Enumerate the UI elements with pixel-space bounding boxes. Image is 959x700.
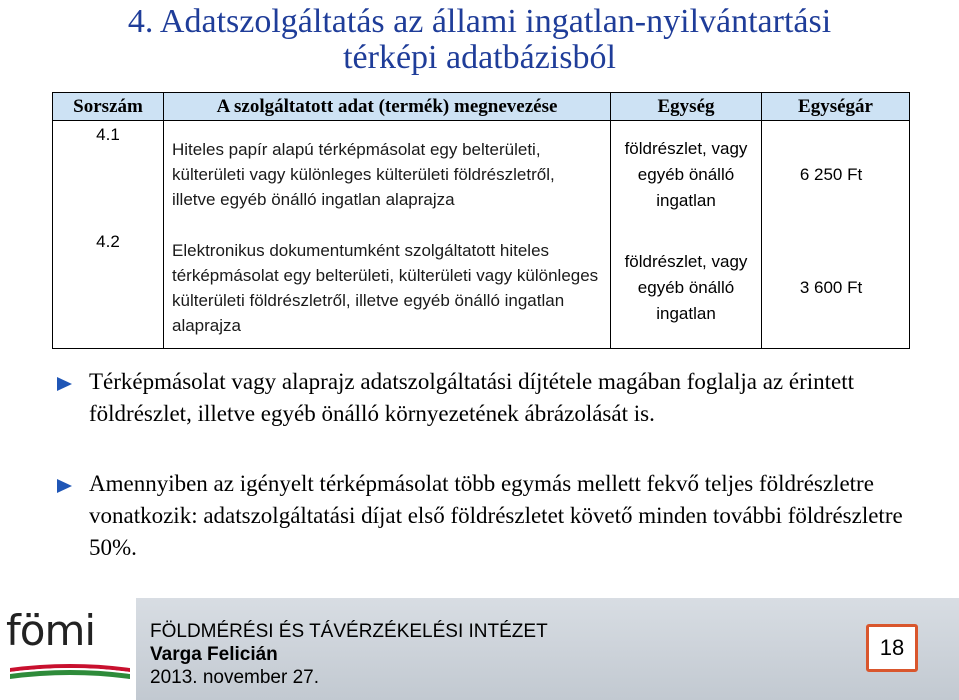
col-header-price: Egységár <box>762 93 910 121</box>
row-price: 6 250 Ft <box>762 121 910 229</box>
triangle-bullet-icon <box>57 377 72 391</box>
row-name: Elektronikus dokumentumként szolgáltatott hiteles térképmásolat egy belterületi, külterületi vagy különleges külterületi földrészletről, illetve egyéb önálló ingatlan alaprajza <box>164 228 611 349</box>
page-number: 18 <box>866 624 918 672</box>
footer-info <box>150 620 548 689</box>
table-row <box>53 121 910 229</box>
row-number: 4.2 <box>53 228 164 349</box>
col-header-unit: Egység <box>611 93 762 121</box>
table-row <box>53 228 910 349</box>
row-name: Hiteles papír alapú térképmásolat egy belterületi, külterületi vagy különleges külterületi földrészletről, illetve egyéb önálló ingatlan alaprajza <box>164 121 611 229</box>
slide-footer <box>0 598 959 700</box>
col-header-number: Sorszám <box>53 93 164 121</box>
row-number: 4.1 <box>53 121 164 229</box>
institute-name: FÖLDMÉRÉSI ÉS TÁVÉRZÉKELÉSI INTÉZET <box>150 621 548 642</box>
row-price: 3 600 Ft <box>762 228 910 349</box>
fomi-logo <box>0 598 136 700</box>
row-unit: földrészlet, vagy egyéb önálló ingatlan <box>611 121 762 229</box>
bullet-paragraph-1: Térképmásolat vagy alaprajz adatszolgáltatási díjtétele magában foglalja az érintett földrészlet, illetve egyéb önálló környezetének ábrázolását is. <box>89 369 855 426</box>
col-header-name: A szolgáltatott adat (termék) megnevezése <box>164 93 611 121</box>
slide-title-line2: térképi adatbázisból <box>343 39 616 76</box>
triangle-bullet-icon <box>57 479 72 493</box>
bullet-paragraph-2: Amennyiben az igényelt térképmásolat több egymás mellett fekvő teljes földrészletre vonatkozik: adatszolgáltatási díjat első földrészletet követő minden további földrészletre 50%. <box>89 471 903 560</box>
flag-swoosh-icon <box>10 664 130 680</box>
row-unit: földrészlet, vagy egyéb önálló ingatlan <box>611 228 762 349</box>
slide-title-line1: 4. Adatszolgáltatás az állami ingatlan-nyilvántartási <box>127 3 832 40</box>
slide-title <box>0 4 959 76</box>
logo-text: fömi <box>6 606 96 655</box>
author-name: Varga Felicián <box>150 644 278 665</box>
presentation-date: 2013. november 27. <box>150 667 320 688</box>
table-header-row <box>53 93 910 121</box>
fee-table <box>52 92 910 349</box>
